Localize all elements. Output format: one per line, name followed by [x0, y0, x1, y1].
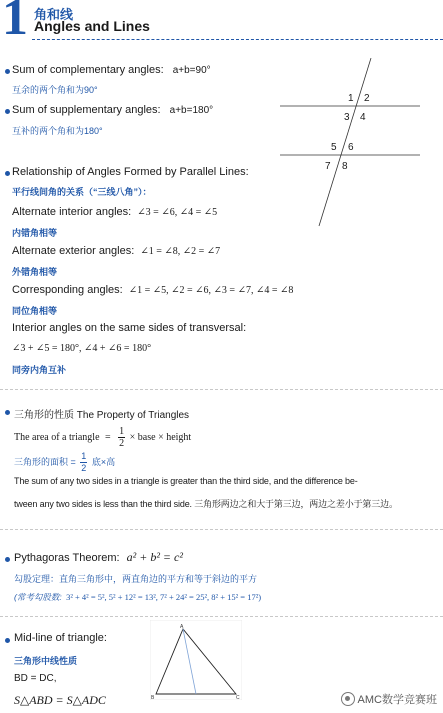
alternate-interior-cn: 内错角相等: [12, 228, 58, 238]
pythagoras-label: Pythagoras Theorem:: [14, 552, 120, 564]
corresponding-cn: 同位角相等: [12, 306, 58, 316]
chapter-title-cn: 角和线: [34, 7, 74, 22]
parallel-title: Relationship of Angles Formed by Parallel Lines:: [12, 166, 249, 178]
bullet-icon: [5, 638, 10, 643]
vertex-a-label: A: [180, 624, 184, 630]
triangle-area-label: The area of a triangle: [14, 431, 100, 443]
alternate-exterior-cn: 外错角相等: [12, 267, 58, 277]
parallel-title-cn: 平行线间角的关系（“三线八角”）：: [12, 187, 152, 197]
complementary-row: [12, 64, 211, 76]
supplementary-formula: a+b=180°: [169, 105, 214, 116]
watermark-text: AMC数学竞赛班: [357, 694, 437, 706]
midline-equation: BD = DC,: [14, 673, 57, 684]
corresponding-row: [12, 284, 293, 296]
pythagoras-formula: a² + b² = c²: [126, 550, 183, 564]
midline-triangle-diagram: [150, 620, 242, 700]
wechat-icon: [341, 692, 355, 706]
chapter-title-en: Angles and Lines: [34, 18, 150, 34]
fraction-numerator: 1: [81, 451, 87, 461]
triangle-area-formula: [14, 426, 191, 449]
bullet-icon: [5, 109, 10, 114]
section-divider: [0, 529, 443, 530]
corresponding-label: Corresponding angles:: [12, 284, 123, 296]
fraction-numerator: 1: [119, 426, 125, 437]
pythagoras-row: [14, 550, 183, 565]
angle-label-5: 5: [331, 142, 337, 153]
half-fraction-cn: [80, 451, 87, 474]
diagram-frame: [150, 620, 242, 700]
vertex-c-label: C: [236, 695, 240, 700]
bullet-icon: [5, 410, 10, 415]
pythagoras-cn: 勾股定理：直角三角形中，两直角边的平方和等于斜边的平方: [14, 574, 258, 584]
bullet-icon: [5, 69, 10, 74]
triangle-area-rest: × base × height: [129, 431, 192, 443]
midline-label: Mid-line of triangle:: [14, 632, 107, 644]
corresponding-formula: ∠1 = ∠5, ∠2 = ∠6, ∠3 = ∠7, ∠4 = ∠8: [128, 285, 294, 296]
supplementary-label: Sum of supplementary angles:: [12, 104, 161, 116]
angle-label-4: 4: [360, 112, 366, 123]
complementary-formula: a+b=90°: [172, 65, 211, 76]
alternate-interior-formula: ∠3 = ∠6, ∠4 = ∠5: [137, 207, 218, 218]
equals-sign: =: [105, 431, 111, 443]
triangle-area-cn-rest: 底×高: [91, 456, 116, 467]
angle-label-6: 6: [348, 142, 354, 153]
section-divider: [0, 389, 443, 390]
pythagoras-examples-row: [14, 591, 261, 603]
pythagoras-examples: 3² + 4² = 5², 5² + 12² = 13², 7² + 24² = 25², 8² + 15² = 17²): [66, 592, 262, 602]
bullet-icon: [5, 171, 10, 176]
half-fraction: [118, 426, 125, 449]
alternate-interior-label: Alternate interior angles:: [12, 206, 132, 218]
section-divider: [0, 616, 443, 617]
transversal-line: [319, 58, 371, 226]
supplementary-row: [12, 104, 213, 116]
triangle-area-cn-row: [14, 451, 115, 474]
angle-label-7: 7: [325, 161, 331, 172]
bullet-icon: [5, 557, 10, 562]
vertex-b-label: B: [151, 695, 155, 700]
triangle-sides-line-2: tween any two sides is less than the third side. 三角形两边之和大于第三边，两边之差小于第三边。: [14, 499, 398, 509]
triangle-sides-line-1: The sum of any two sides in a triangle is greater than the third side, and the difference be-: [14, 476, 358, 486]
midline-area-equation: S△ABD = S△ADC: [14, 693, 106, 707]
alternate-exterior-formula: ∠1 = ∠8, ∠2 = ∠7: [140, 246, 221, 257]
complementary-label: Sum of complementary angles:: [12, 64, 164, 76]
fraction-denominator: 2: [119, 438, 125, 449]
triangle-title: 三角形的性质 The Property of Triangles: [14, 410, 190, 421]
interior-same-side-cn: 同旁内角互补: [12, 365, 67, 375]
title-divider: [32, 39, 443, 40]
interior-same-side-formula: ∠3 + ∠5 = 180°, ∠4 + ∠6 = 180°: [12, 343, 152, 354]
complementary-cn: 互余的两个角和为90°: [12, 85, 98, 95]
angle-label-8: 8: [342, 161, 348, 172]
fraction-denominator: 2: [81, 463, 87, 473]
interior-same-side-label: Interior angles on the same sides of transversal:: [12, 322, 247, 334]
angle-label-3: 3: [344, 112, 350, 123]
parallel-lines-diagram: [270, 58, 435, 233]
alternate-exterior-row: [12, 245, 220, 257]
alternate-interior-row: [12, 206, 217, 218]
watermark: [341, 691, 437, 707]
chapter-number: 1: [2, 0, 28, 46]
angle-label-2: 2: [364, 93, 370, 104]
triangle-area-cn-label: 三角形的面积 =: [14, 456, 76, 467]
supplementary-cn: 互补的两个角和为180°: [12, 126, 103, 136]
angle-label-1: 1: [348, 93, 354, 104]
pythagoras-examples-cn: (常考勾股数:: [14, 592, 62, 602]
alternate-exterior-label: Alternate exterior angles:: [12, 245, 135, 257]
midline-cn: 三角形中线性质: [14, 656, 78, 666]
